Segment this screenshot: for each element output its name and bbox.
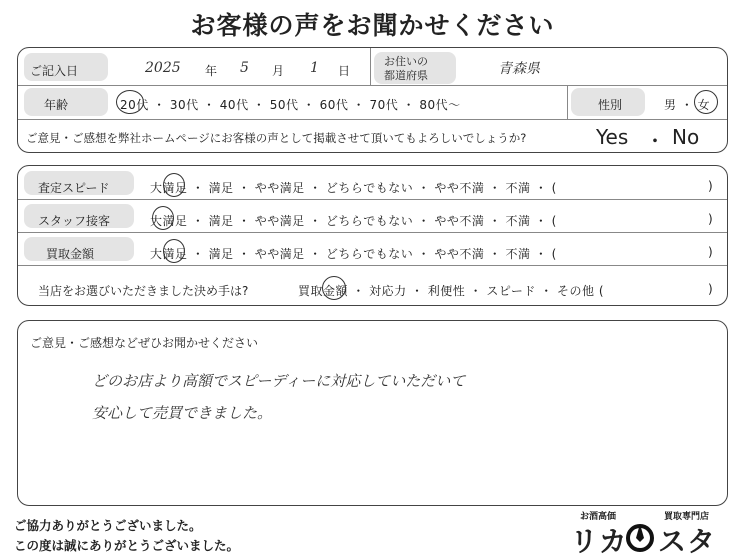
logo-name-left: リカ: [570, 525, 628, 558]
rating-price-circle: [163, 239, 185, 263]
logo-mark-icon: [626, 522, 654, 552]
prefecture-value[interactable]: 青森県: [498, 61, 540, 77]
date-day-unit: 日: [338, 64, 351, 78]
consent-question: ご意見・ご感想を弊社ホームページにお客様の声として掲載させて頂いてもよろしいでしょうか?: [26, 131, 527, 145]
info-divider-1: [18, 85, 727, 86]
prefecture-label-line1: お住いの: [384, 55, 428, 68]
rating-label-speed: 査定スピード: [38, 181, 110, 195]
info-vdivider-1: [370, 48, 371, 85]
age-selected-circle: [116, 90, 144, 114]
ratings-divider-2: [18, 232, 727, 233]
consent-yes[interactable]: Yes: [596, 125, 629, 149]
prefecture-label-line2: 都道府県: [384, 69, 428, 82]
rating-close-staff: ): [708, 212, 714, 226]
date-month-value[interactable]: 5: [240, 60, 249, 76]
rating-label-price: 買取金額: [46, 247, 95, 261]
logo-tagline-right: 買取専門店: [664, 512, 710, 522]
thanks-line-1: ご協力ありがとうございました。: [14, 518, 202, 533]
deciding-selected-circle: [322, 276, 346, 300]
logo-tagline-left: お酒高価: [580, 512, 617, 522]
rating-options-speed[interactable]: 大満足 ・ 満足 ・ やや満足 ・ どちらでもない ・ やや不満 ・ 不満 ・ (: [150, 181, 557, 195]
age-label: 年齢: [44, 98, 69, 112]
comments-line-2[interactable]: 安心して売買できました。: [92, 404, 273, 422]
info-vdivider-2: [567, 85, 568, 119]
consent-no[interactable]: No: [672, 125, 700, 149]
rating-options-price[interactable]: 大満足 ・ 満足 ・ やや満足 ・ どちらでもない ・ やや不満 ・ 不満 ・ (: [150, 247, 557, 261]
page-title: お客様の声をお聞かせください: [190, 11, 555, 40]
deciding-question: 当店をお選びいただきました決め手は?: [38, 284, 249, 298]
ratings-divider-3: [18, 265, 727, 266]
logo-name-right: スタ: [658, 525, 717, 558]
date-label: ご記入日: [30, 64, 79, 78]
rating-close-price: ): [708, 245, 714, 259]
deciding-close: ): [708, 282, 714, 296]
ratings-divider-1: [18, 199, 727, 200]
rating-options-staff[interactable]: 大満足 ・ 満足 ・ やや満足 ・ どちらでもない ・ やや不満 ・ 不満 ・ (: [150, 214, 557, 228]
rating-label-staff: スタッフ接客: [38, 214, 111, 228]
date-day-value[interactable]: 1: [310, 60, 319, 76]
consent-dot: ・: [645, 129, 665, 153]
rating-speed-circle: [163, 173, 185, 197]
age-options[interactable]: 20代 ・ 30代 ・ 40代 ・ 50代 ・ 60代 ・ 70代 ・ 80代～: [120, 98, 461, 112]
date-month-unit: 月: [272, 64, 285, 78]
gender-selected-circle: [694, 90, 718, 114]
date-year-unit: 年: [205, 64, 218, 78]
gender-options[interactable]: 男 ・ 女: [664, 98, 711, 112]
comments-label: ご意見・ご感想などぜひお聞かせください: [30, 336, 259, 350]
rating-close-speed: ): [708, 179, 714, 193]
comments-line-1[interactable]: どのお店より高額でスピーディーに対応していただいて: [92, 372, 466, 390]
gender-label: 性別: [598, 98, 623, 112]
thanks-line-2: この度は誠にありがとうございました。: [14, 538, 240, 553]
deciding-options[interactable]: 買取金額 ・ 対応力 ・ 利便性 ・ スピード ・ その他 (: [298, 284, 605, 298]
info-divider-2: [18, 119, 727, 120]
date-year-value[interactable]: 2025: [145, 60, 181, 76]
rating-staff-circle: [152, 206, 174, 230]
